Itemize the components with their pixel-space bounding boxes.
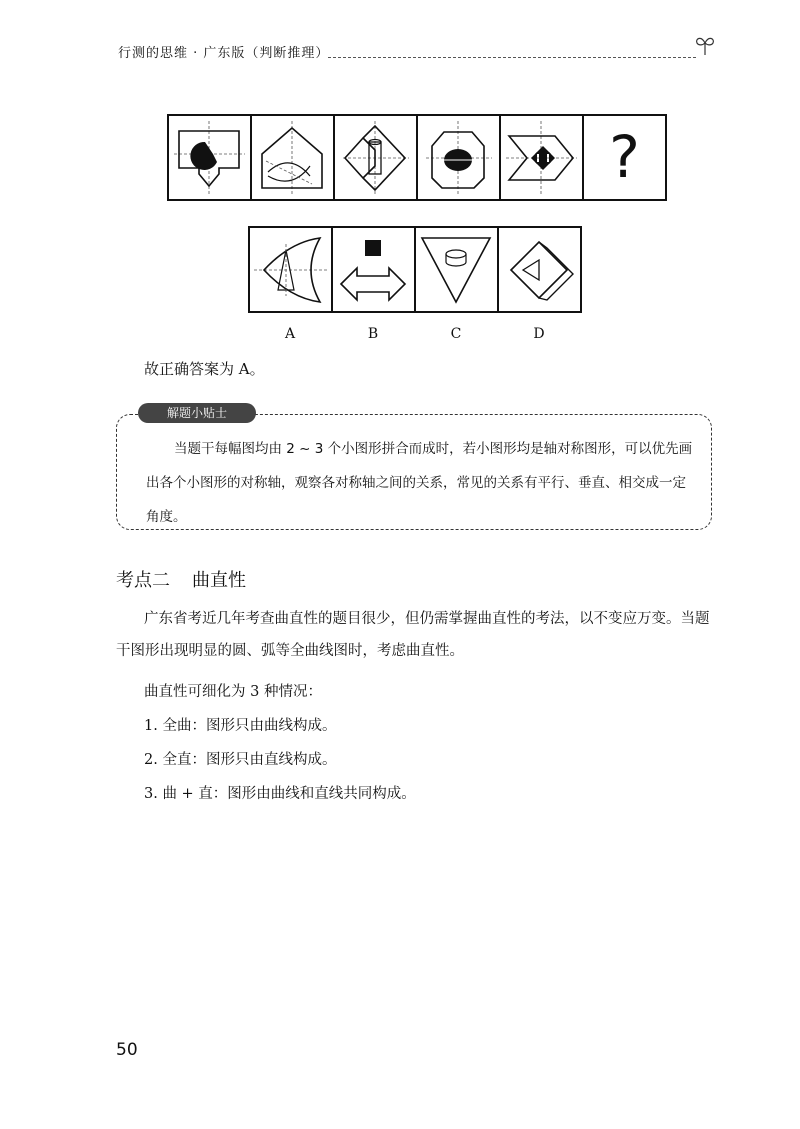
- figure-triangle-cylinder: [416, 228, 497, 311]
- list-item: 2. 全直：图形只由直线构成。: [144, 752, 337, 768]
- question-figure-2: [250, 114, 335, 201]
- figure-house-fish: [252, 116, 333, 199]
- sprout-icon: [693, 33, 717, 57]
- option-label-d: D: [533, 326, 545, 342]
- body-intro: 曲直性可细化为 3 种情况：: [144, 684, 322, 700]
- question-figure-4: [416, 114, 501, 201]
- tip-badge: 解题小贴士: [138, 403, 256, 423]
- question-figure-3: [333, 114, 418, 201]
- body-paragraph: [116, 603, 714, 667]
- figure-diamond-cylinder: [335, 116, 416, 199]
- figure-double-arrow-square: [333, 228, 414, 311]
- figure-cube-triangle: [499, 228, 580, 311]
- option-label-b: B: [367, 326, 379, 342]
- body-paragraph-text: 广东省考近几年考查曲直性的题目很少，但仍需掌握曲直性的考法，以不变应万变。当题干图形出现明显的圆、弧等全曲线图时，考虑曲直性。: [116, 611, 710, 659]
- section-heading: [116, 566, 246, 592]
- option-figure-b[interactable]: [331, 226, 416, 313]
- option-label-a: A: [284, 326, 296, 342]
- option-figure-d[interactable]: [497, 226, 582, 313]
- option-figure-a[interactable]: [248, 226, 333, 313]
- question-figure-1: [167, 114, 252, 201]
- section-label: 考点二: [116, 570, 170, 591]
- list-item: 1. 全曲：图形只由曲线构成。: [144, 718, 337, 734]
- running-header: 行测的思维 · 广东版（判断推理）: [118, 46, 330, 61]
- figure-chevron-arrows: [501, 116, 582, 199]
- answer-text: 故正确答案为 A。: [144, 360, 265, 378]
- section-title: 曲直性: [192, 570, 246, 591]
- page-number: 50: [116, 1040, 138, 1060]
- option-label-c: C: [450, 326, 462, 342]
- figure-octagon-ellipse: [418, 116, 499, 199]
- tip-text: [146, 432, 696, 534]
- list-item: 3. 曲 + 直：图形由曲线和直线共同构成。: [144, 786, 416, 802]
- question-figure-5: [499, 114, 584, 201]
- figure-crescent-triangle: [250, 228, 331, 311]
- header-divider: [328, 57, 696, 58]
- figure-arrow-circle: [169, 116, 250, 199]
- question-figure-unknown: [582, 114, 667, 201]
- option-figure-c[interactable]: [414, 226, 499, 313]
- question-mark: ?: [609, 123, 640, 191]
- tip-paragraph: 当题干每幅图均由 2 ~ 3 个小图形拼合而成时，若小图形均是轴对称图形，可以优先画出各个小图形的对称轴，观察各对称轴之间的关系，常见的关系有平行、垂直、相交成一定角度。: [146, 441, 693, 525]
